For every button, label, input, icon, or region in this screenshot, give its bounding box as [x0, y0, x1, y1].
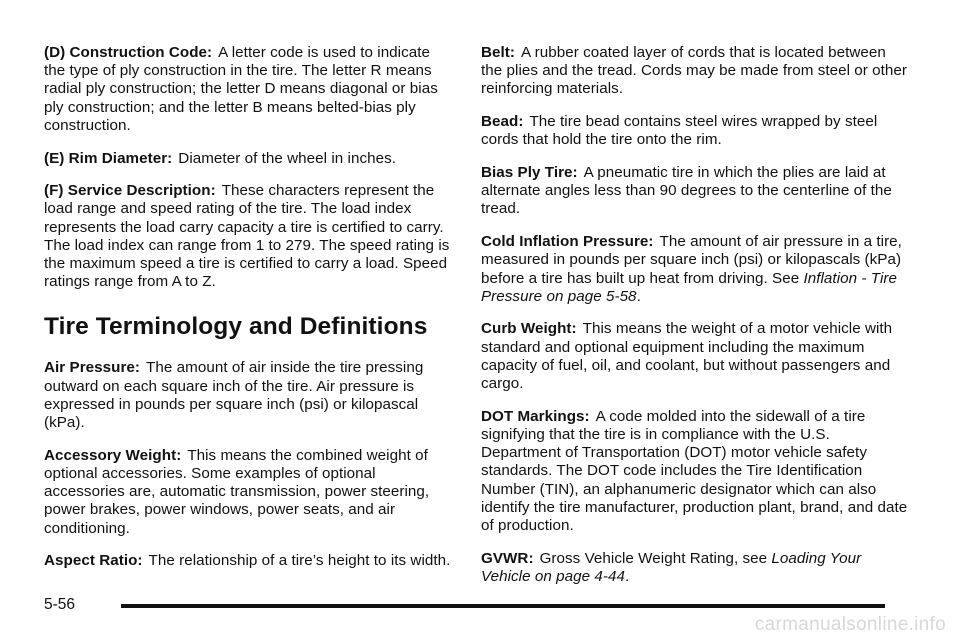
- term-label: Cold Inflation Pressure:: [481, 233, 654, 251]
- right-column: [481, 44, 911, 601]
- term-label: Bias Ply Tire:: [481, 164, 578, 182]
- definition-entry-belt: [481, 44, 911, 99]
- definition-entry-bead: [481, 113, 911, 149]
- term-label: Belt:: [481, 44, 515, 61]
- term-definition: Diameter of the wheel in inches.: [178, 149, 397, 167]
- term-label: (F) Service Description:: [44, 182, 216, 200]
- term-definition: These characters represent the load range and speed rating of the tire. The load index represents the load carry capacity a tire is certified to carry. The load index can range from 1 to 279. The speed rating is the maximum speed a tire is certified to carry a load. Speed ratings range from A to Z.: [44, 182, 450, 291]
- footer-divider: [121, 604, 885, 608]
- term-definition: The relationship of a tire’s height to its width.: [148, 552, 451, 570]
- term-definition: A letter code is used to indicate the type of ply construction in the tire. The letter R means radial ply construction; the letter D means diagonal or bias ply construction; and the letter B means belted-bias ply construction.: [44, 44, 438, 134]
- definition-suffix: .: [624, 567, 630, 585]
- left-column: [44, 44, 454, 585]
- definition-entry-service-description: [44, 182, 454, 291]
- term-definition: A pneumatic tire in which the plies are laid at alternate angles less than 90 degrees to the centerline of the tread.: [481, 164, 892, 218]
- term-definition: The amount of air inside the tire pressing outward on each square inch of the tire. Air pressure is expressed in pounds per square inch (psi) or kilopascal (kPa).: [44, 359, 424, 432]
- definition-entry-cold-inflation-pressure: [481, 233, 911, 306]
- definition-entry-construction-code: [44, 44, 454, 135]
- term-label: Aspect Ratio:: [44, 552, 143, 570]
- term-definition: The amount of air pressure in a tire, measured in pounds per square inch (psi) or kilopascals (kPa) before a tire has built up heat from driving. See: [481, 233, 902, 287]
- definition-entry-bias-ply-tire: [481, 164, 911, 219]
- term-label: (D) Construction Code:: [44, 44, 213, 61]
- term-label: Air Pressure:: [44, 359, 141, 377]
- definition-entry-dot-markings: [481, 408, 911, 535]
- term-label: Bead:: [481, 113, 524, 131]
- term-label: GVWR:: [481, 549, 534, 567]
- term-definition: A rubber coated layer of cords that is located between the plies and the tread. Cords may be made from steel or other reinforcing materials.: [481, 44, 908, 98]
- term-label: Accessory Weight:: [44, 446, 182, 464]
- term-definition: A code molded into the sidewall of a tire signifying that the tire is in compliance with the U.S. Department of Transportation (DOT) motor vehicle safety standards. The DOT code includes the Tire Identification Number (TIN), an alphanumeric designator which can also identify the tire manufacturer, production plant, brand, and date of production.: [481, 407, 908, 534]
- term-definition: This means the weight of a motor vehicle with standard and optional equipment including the maximum capacity of fuel, oil, and coolant, but without passengers and cargo.: [481, 320, 893, 393]
- term-label: DOT Markings:: [481, 407, 590, 425]
- page-reference-link[interactable]: Loading Your Vehicle on page 4-44: [481, 549, 862, 585]
- term-definition: The tire bead contains steel wires wrapped by steel cords that hold the tire onto the rim.: [481, 113, 878, 149]
- definition-entry-rim-diameter: [44, 150, 454, 168]
- page-reference-link[interactable]: Inflation - Tire Pressure on page 5-58: [481, 269, 897, 305]
- section-title: Tire Terminology and Definitions: [44, 313, 428, 341]
- term-label: (E) Rim Diameter:: [44, 149, 173, 167]
- term-label: Curb Weight:: [481, 320, 577, 338]
- watermark-text: carmanualsonline.info: [754, 614, 946, 635]
- definition-entry-aspect-ratio: [44, 552, 454, 570]
- page-number: 5-56: [44, 596, 76, 613]
- definition-entry-gvwr: [481, 550, 911, 586]
- definition-entry-air-pressure: [44, 359, 454, 432]
- definition-suffix: .: [636, 287, 641, 305]
- term-definition: Gross Vehicle Weight Rating, see: [539, 549, 772, 567]
- term-definition: This means the combined weight of optional accessories. Some examples of optional accessories are, automatic transmission, power steering, power brakes, power windows, power seats, and air conditioning.: [44, 446, 430, 537]
- definition-entry-accessory-weight: [44, 447, 454, 538]
- definition-entry-curb-weight: [481, 320, 911, 393]
